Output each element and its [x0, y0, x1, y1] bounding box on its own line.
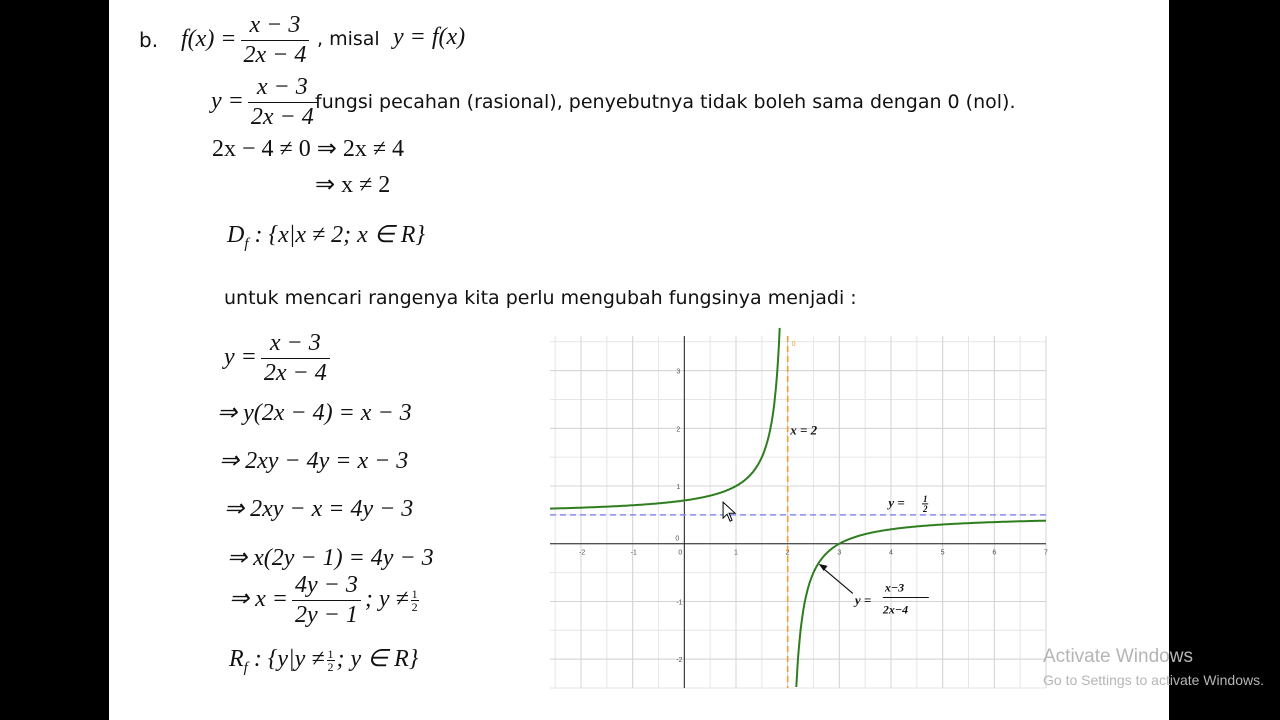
range-set: $R_f$ : {y|y ≠ $\frac{1}{2}$ ; y ∈ R}	[229, 646, 419, 676]
domain-step-1: 2x − 4 ≠ 0 ⇒ 2x ≠ 4	[212, 136, 404, 162]
range-step-5: ⇒ x = $\frac{4y - 3}{2y - 1}$ ; y ≠ $\frac{1}{2}$	[229, 572, 418, 628]
x-tick-label: 2	[785, 549, 790, 557]
curve-label-numerator: x−3	[884, 580, 905, 595]
x-tick-label: 6	[992, 549, 997, 557]
document-page	[109, 0, 1169, 720]
part-label: b.	[139, 28, 159, 52]
y-tick-label: 3	[676, 368, 681, 376]
watermark-title: Activate Windows	[1043, 646, 1193, 667]
range-step-4: ⇒ x(2y − 1) = 4y − 3	[227, 545, 434, 571]
y-tick-label: -1	[676, 599, 683, 607]
range-y-fraction: y = $\frac{x - 3}{2x - 4}$	[224, 330, 334, 387]
horizontal-asymptote-label: y =	[888, 494, 905, 510]
activation-watermark	[1043, 646, 1264, 688]
misal-equation: y = f(x)	[393, 24, 466, 50]
range-step-3: ⇒ 2xy − x = 4y − 3	[224, 496, 414, 522]
domain-step-2: ⇒ x ≠ 2	[315, 172, 391, 198]
curve-label-denominator: 2x−4	[882, 602, 909, 617]
origin-label: 0	[675, 535, 680, 543]
x-tick-label: 3	[837, 549, 842, 557]
graph-background	[550, 336, 1046, 688]
range-step-2: ⇒ 2xy − 4y = x − 3	[219, 448, 409, 474]
x-tick-label: -1	[630, 549, 637, 557]
vertical-asymptote-label: x = 2	[790, 422, 818, 438]
watermark-subtitle: Go to Settings to activate Windows.	[1043, 672, 1264, 688]
domain-fraction: y = $\frac{x - 3}{2x - 4}$	[211, 74, 321, 131]
domain-note: fungsi pecahan (rasional), penyebutnya tidak boleh sama dengan 0 (nol).	[315, 91, 1016, 113]
x-tick-label: 4	[889, 549, 893, 557]
curve-label: y =	[854, 592, 872, 608]
misal-text: , misal	[317, 28, 380, 50]
x-tick-label: 0	[678, 549, 683, 557]
y-tick-label: -2	[676, 657, 683, 665]
asymptote-top-label: 0	[791, 341, 796, 348]
range-step-1: ⇒ y(2x − 4) = x − 3	[217, 400, 412, 426]
function-graph	[550, 336, 1046, 688]
function-definition: f(x) = $\frac{x - 3}{2x - 4}$	[181, 12, 313, 69]
y-tick-label: 2	[676, 426, 681, 434]
range-intro: untuk mencari rangenya kita perlu mengubah fungsinya menjadi :	[224, 287, 857, 309]
horizontal-asymptote-label-den: 2	[923, 503, 928, 514]
x-tick-label: 5	[940, 549, 945, 557]
y-tick-label: 1	[676, 484, 681, 492]
x-tick-label: -2	[579, 549, 586, 557]
x-tick-label: 7	[1044, 549, 1048, 557]
domain-set: $D_f$ : {x|x ≠ 2; x ∈ R}	[227, 222, 425, 252]
horizontal-asymptote-label-num: 1	[923, 493, 928, 504]
x-tick-label: 1	[734, 549, 738, 557]
